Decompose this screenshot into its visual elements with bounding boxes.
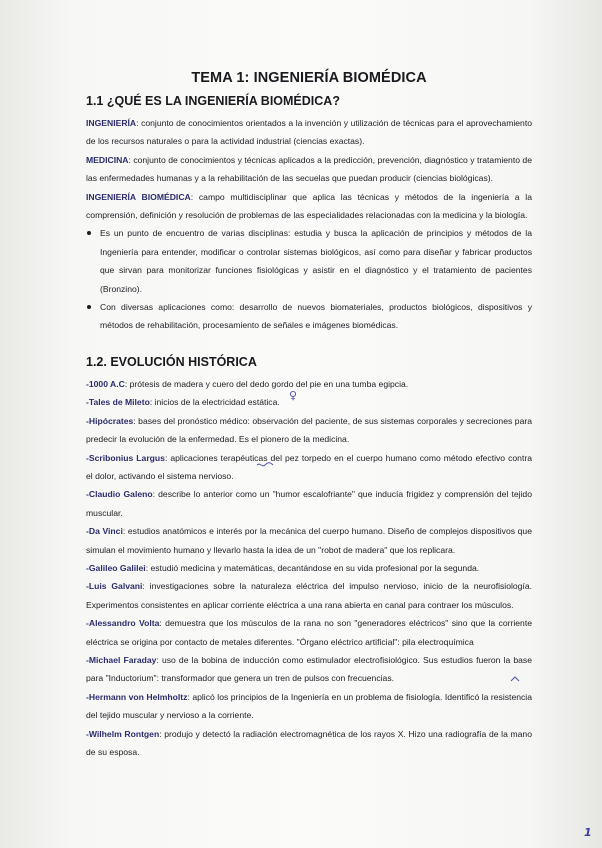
event-name: -1000 A.C — [86, 378, 125, 389]
history-event — [86, 375, 532, 393]
definition-term: INGENIERÍA — [86, 118, 137, 128]
bullet-text: Con diversas aplicaciones como: desarrollo de nuevos biomateriales, productos biológicos, dispositivos y métodos de rehabilitación, procesamiento de señales e imágenes biomédicas. — [100, 302, 532, 331]
bullet-dot-icon — [87, 305, 91, 309]
event-text: : aplicó los principios de la Ingeniería en un problema de fisiología. Identificó la resistencia del tejido muscular y nervioso a la corriente. — [86, 691, 532, 721]
event-text: : uso de la bobina de inducción como estimulador electrofisiológico. Sus estudios fueron la base para "Inductorium": transformador que genera un tren de pulsos con frecuencias. — [86, 654, 532, 684]
history-event — [86, 485, 532, 522]
section-2-heading: 1.2. EVOLUCIÓN HISTÓRICA — [86, 354, 257, 369]
history-event — [86, 393, 532, 411]
page-number: 1 — [584, 826, 592, 839]
caret-mark-icon — [510, 676, 520, 682]
event-text: : bases del pronóstico médico: observación del paciente, de sus sistemas corporales y secreciones para predecir la evolución de la enfermedad. Es el pionero de la medicina. — [86, 415, 532, 445]
section-1-heading: 1.1 ¿QUÉ ES LA INGENIERÍA BIOMÉDICA? — [86, 94, 340, 108]
history-event — [86, 688, 532, 725]
event-text: : describe lo anterior como un "humor escalofriante" que inducía frigidez y comprensión del tejido muscular. — [86, 489, 532, 518]
bullet-text: Es un punto de encuentro de varias disciplinas: estudia y busca la aplicación de principios y métodos de la Ingeniería para entender, modificar o controlar sistemas biológicos, así como para diseñar y fabricar productos que sirvan para monitorizar funciones fisiológicas y asistir en el diagnóstico y el tratamiento de pacientes (Bronzino). — [100, 228, 532, 294]
document-title: TEMA 1: INGENIERÍA BIOMÉDICA — [191, 70, 427, 86]
event-name: -Scribonius Largus — [86, 452, 165, 463]
event-name: -Hermann von Helmholtz — [86, 691, 188, 702]
history-event — [86, 614, 532, 651]
bullet-dot-icon — [87, 231, 91, 235]
event-name: -Luis Galvani — [86, 581, 143, 592]
definition-text: : conjunto de conocimientos orientados a la invención y utilización de técnicas para el aprovechamiento de los recursos naturales o para la actividad industrial (ciencias exactas). — [86, 118, 532, 147]
event-text: : estudió medicina y matemáticas, decantándose en su vida profesional por la segunda. — [145, 562, 480, 573]
history-event — [86, 651, 532, 688]
history-event — [86, 412, 532, 449]
event-text: : demuestra que los músculos de la rana no son "generadores eléctricos" sino que la corriente eléctrica se origina por contacto de metales diferentes. "Órgano eléctrico artificial": pila electroquímica — [86, 618, 532, 647]
event-text: : inicios de la electricidad estática. — [149, 397, 280, 408]
female-symbol-doodle-icon: ♀ — [289, 389, 298, 402]
event-name: -Hipócrates — [86, 415, 134, 426]
document-content — [86, 70, 532, 761]
history-event — [86, 522, 532, 559]
definition-text: : campo multidisciplinar que aplica las técnicas y métodos de la ingeniería a la comprensión, definición y resolución de problemas de las especialidades relacionadas con la medicina y la biología. — [86, 191, 532, 221]
event-name: -Tales de Mileto — [86, 397, 150, 408]
event-name: -Da Vinci — [86, 526, 123, 537]
history-event — [86, 577, 532, 614]
definition-term: INGENIERÍA BIOMÉDICA — [86, 191, 191, 202]
event-name: -Wilhelm Rontgen — [86, 728, 160, 739]
definition-medicina — [86, 151, 532, 188]
event-text: : aplicaciones terapéuticas del pez torpedo en el cuerpo humano como método efectivo contra el dolor, activando el sistema nervioso. — [86, 452, 532, 481]
definition-term: MEDICINA — [86, 154, 129, 165]
event-text: : prótesis de madera y cuero del dedo gordo del pie en una tumba egipcia. — [124, 378, 409, 389]
event-name: -Alessandro Volta — [86, 618, 160, 629]
definition-ingenieria — [86, 114, 532, 151]
history-event — [86, 725, 532, 762]
squiggle-doodle-icon — [256, 462, 274, 468]
history-event — [86, 449, 532, 486]
history-events — [86, 375, 532, 762]
event-name: -Galileo Galilei — [86, 562, 146, 573]
bullet-item — [86, 224, 532, 298]
event-text: : investigaciones sobre la naturaleza eléctrica del impulso nervioso, inicio de la neurofisiología. Experimentos consistentes en aplicar corriente eléctrica a una rana abierta en canal para contraer los músculos. — [86, 581, 532, 610]
definition-ingenieria-biomedica — [86, 188, 532, 225]
definition-text: : conjunto de conocimientos y técnicas aplicados a la predicción, prevención, diagnóstico y tratamiento de las enfermedades humanas y a la rehabilitación de las secuelas que puedan producir (ciencias biológicas). — [86, 154, 532, 184]
event-name: -Claudio Galeno — [86, 489, 153, 500]
history-event — [86, 559, 532, 577]
event-text: : produjo y detectó la radiación electromagnética de los rayos X. Hizo una radiografía de la mano de su esposa. — [86, 728, 532, 757]
event-text: : estudios anatómicos e interés por la mecánica del cuerpo humano. Diseño de complejos dispositivos que simulan el movimiento humano y llevarlo hasta la idea de un "robot de madera" que los replicara. — [86, 526, 532, 555]
bullet-list — [86, 224, 532, 334]
event-name: -Michael Faraday — [86, 654, 157, 665]
bullet-item — [86, 298, 532, 335]
